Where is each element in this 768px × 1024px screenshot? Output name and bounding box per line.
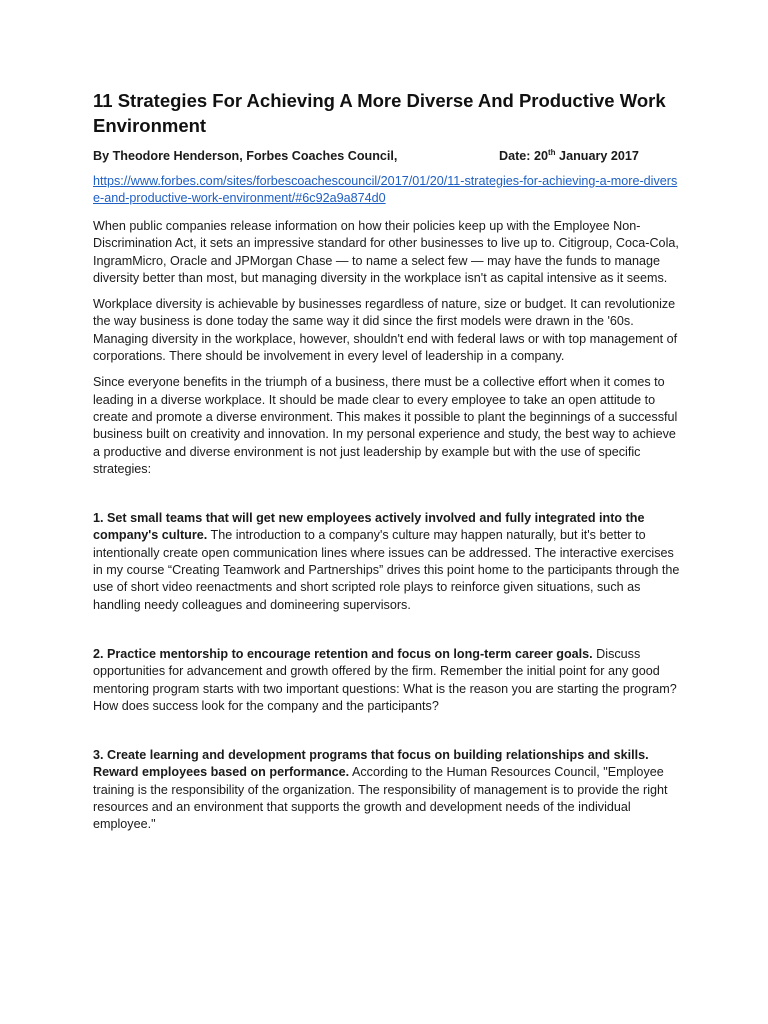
date-ordinal: th [548, 147, 556, 157]
strategy-3-heading: 3. Create learning and development programs that focus on building relationships and skills. Reward employees based on performance. [93, 748, 649, 780]
author-byline: By Theodore Henderson, Forbes Coaches Council, [93, 149, 398, 163]
strategy-1-heading: 1. Set small teams that will get new employees actively involved and fully integrated into the company's culture. [93, 511, 645, 543]
strategy-2-body: Discuss opportunities for advancement and growth offered by the firm. Remember the initial point for any good mentoring program starts with two important questions: What is the reason you are starting the program? How does success look for the company and the participants? [93, 646, 677, 713]
byline-row [93, 148, 683, 165]
date-prefix: Date: 20 [499, 149, 548, 163]
intro-paragraph-2: Workplace diversity is achievable by businesses regardless of nature, size or budget. It can revolutionize the way business is done today the same way it did since the first models were drawn in the '60s. Managing diversity in the workplace, however, shouldn't end with federal laws or with top management of corporations. There should be involvement in every level of leadership in a company. [93, 297, 678, 364]
publication-date [499, 148, 639, 165]
strategy-paragraph-1 [93, 510, 683, 614]
source-link[interactable]: https://www.forbes.com/sites/forbescoachescouncil/2017/01/20/11-strategies-for-achieving-a-more-diverse-and-productive-work-environment/#6c92a9a874d0 [93, 174, 678, 205]
intro-paragraph-3: Since everyone benefits in the triumph of a business, there must be a collective effort when it comes to leading in a diverse workplace. It should be made clear to every employee to take an open attitude to create and promote a diverse environment. This makes it possible to plant the beginnings of a successful business built on creativity and innovation. In my personal experience and study, the best way to achieve a productive and diverse environment is not just leadership by example but with the use of specific strategies: [93, 375, 678, 476]
article-title: 11 Strategies For Achieving A More Diverse And Productive Work Environment [93, 90, 666, 136]
intro-paragraph-1: When public companies release information on how their policies keep up with the Employee Non-Discrimination Act, it sets an impressive standard for other businesses to live up to. Citigroup, Coca-Cola, IngramMicro, Oracle and JPMorgan Chase — to name a select few — may have the funds to manage diversity better than most, but managing diversity in the workplace isn't as capital intensive as it seems. [93, 219, 679, 285]
document-page [93, 88, 683, 843]
date-suffix: January 2017 [555, 149, 639, 163]
strategy-paragraph-3 [93, 747, 683, 833]
strategy-2-heading: 2. Practice mentorship to encourage retention and focus on long-term career goals. [93, 646, 593, 661]
strategy-paragraph-2 [93, 646, 683, 715]
strategy-3-body: According to the Human Resources Council, "Employee training is the responsibility of the organization. The responsibility of management is to provide the right resources and an environment that supports the growth and development needs of the individual employee." [93, 765, 668, 832]
strategy-1-body: The introduction to a company's culture may happen naturally, but it's better to intentionally create open communication lines where issues can be addressed. The interactive exercises in my course “Creating Teamwork and Partnerships” drives this point home to the participants through the use of short video reenactments and short scripted role plays to reinforce given situations, such as handling needy colleagues and domineering supervisors. [93, 528, 680, 612]
